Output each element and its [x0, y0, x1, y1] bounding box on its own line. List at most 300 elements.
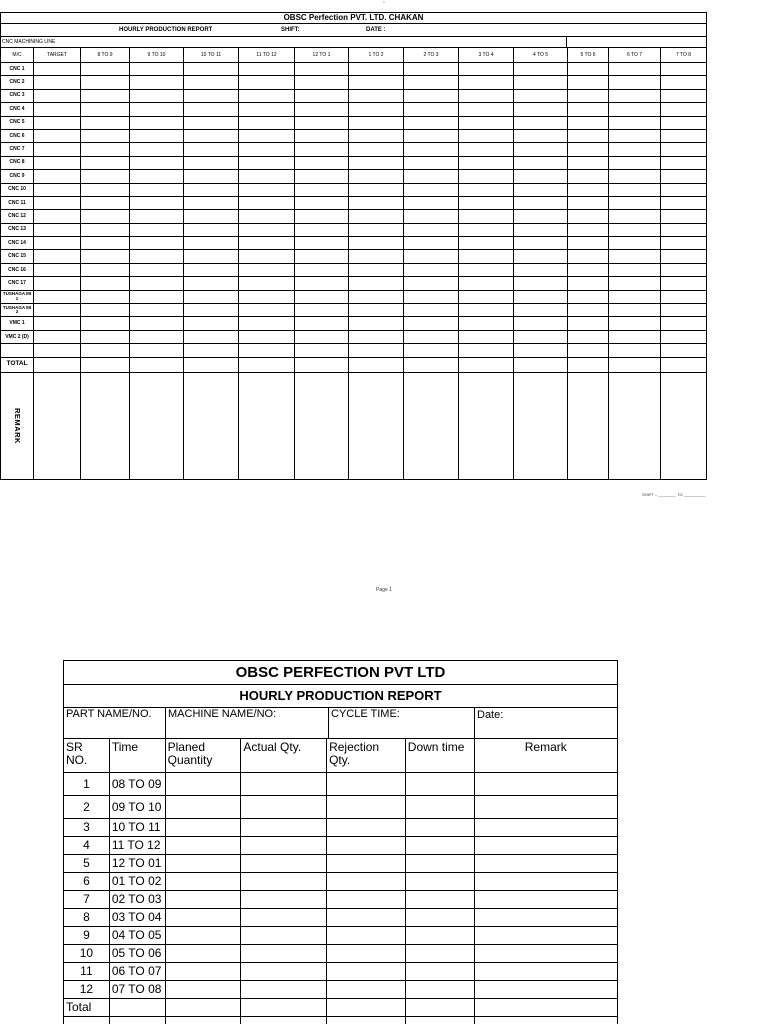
report2-entry-cell[interactable] [406, 945, 475, 962]
report1-entry-cell[interactable] [130, 103, 184, 115]
report1-entry-cell[interactable] [81, 63, 130, 75]
report1-entry-cell[interactable] [568, 197, 609, 209]
report2-entry-cell[interactable] [406, 891, 475, 908]
report1-entry-cell[interactable] [514, 76, 568, 88]
report1-entry-cell[interactable] [459, 291, 514, 303]
report1-entry-cell[interactable] [459, 170, 514, 182]
report1-entry-cell[interactable] [239, 264, 295, 276]
report1-entry-cell[interactable] [661, 76, 706, 88]
report1-entry-cell[interactable] [404, 291, 459, 303]
report1-entry-cell[interactable] [514, 331, 568, 343]
report1-entry-cell[interactable] [568, 304, 609, 316]
report1-entry-cell[interactable] [34, 157, 81, 169]
report1-entry-cell[interactable] [514, 291, 568, 303]
report1-entry-cell[interactable] [239, 277, 295, 289]
report2-entry-cell[interactable] [327, 855, 406, 872]
report1-entry-cell[interactable] [239, 291, 295, 303]
report1-entry-cell[interactable] [34, 184, 81, 196]
report1-entry-cell[interactable] [404, 157, 459, 169]
report1-entry-cell[interactable] [514, 90, 568, 102]
report1-entry-cell[interactable] [239, 143, 295, 155]
report1-entry-cell[interactable] [459, 224, 514, 236]
report1-entry-cell[interactable] [239, 103, 295, 115]
report1-entry-cell[interactable] [184, 317, 239, 329]
report1-entry-cell[interactable] [514, 143, 568, 155]
report1-entry-cell[interactable] [349, 63, 404, 75]
report2-entry-cell[interactable] [406, 819, 475, 836]
report1-entry-cell[interactable] [184, 304, 239, 316]
report1-entry-cell[interactable] [130, 90, 184, 102]
report1-entry-cell[interactable] [295, 103, 349, 115]
report1-entry-cell[interactable] [349, 210, 404, 222]
report1-entry-cell[interactable] [661, 210, 706, 222]
report1-entry-cell[interactable] [609, 250, 661, 262]
report1-entry-cell[interactable] [295, 197, 349, 209]
report1-entry-cell[interactable] [609, 170, 661, 182]
report1-entry-cell[interactable] [404, 76, 459, 88]
report1-entry-cell[interactable] [81, 210, 130, 222]
report1-entry-cell[interactable] [34, 317, 81, 329]
report1-entry-cell[interactable] [514, 117, 568, 129]
report1-entry-cell[interactable] [404, 143, 459, 155]
report1-entry-cell[interactable] [34, 344, 81, 356]
report2-entry-cell[interactable] [241, 891, 327, 908]
report1-entry-cell[interactable] [130, 143, 184, 155]
report2-entry-cell[interactable] [241, 945, 327, 962]
report1-entry-cell[interactable] [239, 184, 295, 196]
report2-entry-cell[interactable] [475, 981, 617, 998]
report1-entry-cell[interactable] [239, 250, 295, 262]
report1-entry-cell[interactable] [239, 90, 295, 102]
report1-entry-cell[interactable] [130, 250, 184, 262]
report1-entry-cell[interactable] [184, 157, 239, 169]
report2-entry-cell[interactable] [166, 837, 242, 854]
report1-entry-cell[interactable] [459, 157, 514, 169]
report1-entry-cell[interactable] [404, 250, 459, 262]
report1-entry-cell[interactable] [568, 63, 609, 75]
report1-entry-cell[interactable] [81, 157, 130, 169]
report1-entry-cell[interactable] [514, 250, 568, 262]
report1-entry-cell[interactable] [295, 170, 349, 182]
report1-entry-cell[interactable] [81, 184, 130, 196]
report1-entry-cell[interactable] [295, 264, 349, 276]
report2-entry-cell[interactable] [327, 873, 406, 890]
report2-entry-cell[interactable] [327, 773, 406, 795]
report2-entry-cell[interactable] [166, 855, 242, 872]
report1-entry-cell[interactable] [404, 344, 459, 356]
report1-entry-cell[interactable] [404, 184, 459, 196]
report1-entry-cell[interactable] [459, 317, 514, 329]
report2-entry-cell[interactable] [166, 796, 242, 818]
report1-entry-cell[interactable] [239, 317, 295, 329]
report2-entry-cell[interactable] [475, 945, 617, 962]
report1-entry-cell[interactable] [349, 76, 404, 88]
report1-entry-cell[interactable] [34, 117, 81, 129]
report1-entry-cell[interactable] [295, 331, 349, 343]
report1-remark-cell[interactable] [661, 373, 706, 479]
report1-entry-cell[interactable] [404, 237, 459, 249]
report1-entry-cell[interactable] [459, 197, 514, 209]
report1-entry-cell[interactable] [568, 103, 609, 115]
report1-entry-cell[interactable] [459, 90, 514, 102]
report1-entry-cell[interactable] [514, 210, 568, 222]
report1-entry-cell[interactable] [404, 90, 459, 102]
report1-entry-cell[interactable] [349, 264, 404, 276]
report1-entry-cell[interactable] [609, 264, 661, 276]
report1-entry-cell[interactable] [661, 304, 706, 316]
report1-entry-cell[interactable] [459, 103, 514, 115]
report1-entry-cell[interactable] [609, 76, 661, 88]
report2-entry-cell[interactable] [241, 981, 327, 998]
report1-entry-cell[interactable] [184, 76, 239, 88]
report2-entry-cell[interactable] [241, 855, 327, 872]
report1-entry-cell[interactable] [661, 103, 706, 115]
report1-entry-cell[interactable] [184, 143, 239, 155]
report1-entry-cell[interactable] [514, 224, 568, 236]
report1-remark-cell[interactable] [34, 373, 81, 479]
report1-entry-cell[interactable] [568, 344, 609, 356]
report2-entry-cell[interactable] [327, 891, 406, 908]
report1-entry-cell[interactable] [568, 76, 609, 88]
report1-entry-cell[interactable] [34, 264, 81, 276]
report1-entry-cell[interactable] [349, 317, 404, 329]
report1-entry-cell[interactable] [130, 210, 184, 222]
report1-entry-cell[interactable] [81, 130, 130, 142]
report1-entry-cell[interactable] [459, 210, 514, 222]
report1-entry-cell[interactable] [459, 331, 514, 343]
report1-entry-cell[interactable] [81, 317, 130, 329]
report1-entry-cell[interactable] [295, 224, 349, 236]
report1-entry-cell[interactable] [81, 224, 130, 236]
report1-entry-cell[interactable] [349, 103, 404, 115]
report1-entry-cell[interactable] [661, 250, 706, 262]
report1-entry-cell[interactable] [609, 291, 661, 303]
report1-entry-cell[interactable] [568, 184, 609, 196]
report1-entry-cell[interactable] [184, 224, 239, 236]
report2-entry-cell[interactable] [166, 981, 242, 998]
report1-entry-cell[interactable] [239, 331, 295, 343]
report2-entry-cell[interactable] [327, 819, 406, 836]
report1-entry-cell[interactable] [609, 90, 661, 102]
report1-entry-cell[interactable] [184, 90, 239, 102]
report2-entry-cell[interactable] [406, 837, 475, 854]
report1-entry-cell[interactable] [568, 277, 609, 289]
report1-entry-cell[interactable] [514, 184, 568, 196]
report1-entry-cell[interactable] [239, 76, 295, 88]
report1-remark-cell[interactable] [514, 373, 568, 479]
report1-entry-cell[interactable] [568, 157, 609, 169]
report1-entry-cell[interactable] [459, 184, 514, 196]
report2-entry-cell[interactable] [327, 796, 406, 818]
report1-entry-cell[interactable] [459, 143, 514, 155]
report2-entry-cell[interactable] [166, 773, 242, 795]
report2-entry-cell[interactable] [166, 927, 242, 944]
report1-entry-cell[interactable] [81, 291, 130, 303]
report1-entry-cell[interactable] [295, 317, 349, 329]
report1-entry-cell[interactable] [184, 210, 239, 222]
report1-entry-cell[interactable] [184, 117, 239, 129]
report1-entry-cell[interactable] [130, 224, 184, 236]
report1-entry-cell[interactable] [130, 291, 184, 303]
report1-entry-cell[interactable] [459, 76, 514, 88]
report1-entry-cell[interactable] [568, 117, 609, 129]
report2-entry-cell[interactable] [241, 927, 327, 944]
report1-remark-cell[interactable] [459, 373, 514, 479]
report2-entry-cell[interactable] [241, 963, 327, 980]
report2-entry-cell[interactable] [241, 873, 327, 890]
report1-entry-cell[interactable] [295, 237, 349, 249]
report1-entry-cell[interactable] [609, 143, 661, 155]
report1-entry-cell[interactable] [349, 277, 404, 289]
report1-entry-cell[interactable] [459, 344, 514, 356]
report1-entry-cell[interactable] [239, 117, 295, 129]
report1-remark-cell[interactable] [81, 373, 130, 479]
report1-entry-cell[interactable] [404, 210, 459, 222]
report2-entry-cell[interactable] [166, 945, 242, 962]
report1-entry-cell[interactable] [349, 304, 404, 316]
report1-entry-cell[interactable] [404, 264, 459, 276]
report1-entry-cell[interactable] [239, 197, 295, 209]
report1-entry-cell[interactable] [609, 277, 661, 289]
report1-entry-cell[interactable] [81, 103, 130, 115]
report1-entry-cell[interactable] [130, 317, 184, 329]
report1-entry-cell[interactable] [295, 130, 349, 142]
report1-entry-cell[interactable] [295, 250, 349, 262]
report1-entry-cell[interactable] [404, 197, 459, 209]
report1-entry-cell[interactable] [459, 63, 514, 75]
report1-entry-cell[interactable] [568, 130, 609, 142]
report1-entry-cell[interactable] [295, 291, 349, 303]
report2-entry-cell[interactable] [406, 855, 475, 872]
report1-entry-cell[interactable] [661, 197, 706, 209]
report1-entry-cell[interactable] [34, 103, 81, 115]
report1-entry-cell[interactable] [404, 170, 459, 182]
report1-entry-cell[interactable] [81, 117, 130, 129]
report1-entry-cell[interactable] [609, 304, 661, 316]
report1-entry-cell[interactable] [295, 143, 349, 155]
report1-entry-cell[interactable] [609, 63, 661, 75]
report1-entry-cell[interactable] [239, 130, 295, 142]
report1-entry-cell[interactable] [568, 331, 609, 343]
report1-entry-cell[interactable] [404, 224, 459, 236]
report1-entry-cell[interactable] [349, 184, 404, 196]
report2-entry-cell[interactable] [327, 945, 406, 962]
report2-entry-cell[interactable] [241, 796, 327, 818]
report1-entry-cell[interactable] [568, 250, 609, 262]
report1-entry-cell[interactable] [349, 130, 404, 142]
report1-entry-cell[interactable] [34, 63, 81, 75]
report1-entry-cell[interactable] [514, 63, 568, 75]
report1-entry-cell[interactable] [81, 143, 130, 155]
report1-entry-cell[interactable] [404, 117, 459, 129]
report1-remark-cell[interactable] [609, 373, 661, 479]
report1-entry-cell[interactable] [349, 157, 404, 169]
report1-entry-cell[interactable] [514, 277, 568, 289]
report1-entry-cell[interactable] [568, 264, 609, 276]
report1-entry-cell[interactable] [184, 103, 239, 115]
report2-entry-cell[interactable] [327, 909, 406, 926]
report1-entry-cell[interactable] [661, 157, 706, 169]
report1-entry-cell[interactable] [295, 344, 349, 356]
report1-entry-cell[interactable] [404, 103, 459, 115]
report1-entry-cell[interactable] [349, 331, 404, 343]
report1-entry-cell[interactable] [34, 304, 81, 316]
report1-entry-cell[interactable] [34, 90, 81, 102]
report2-entry-cell[interactable] [406, 796, 475, 818]
report1-entry-cell[interactable] [661, 331, 706, 343]
report1-entry-cell[interactable] [130, 197, 184, 209]
report1-entry-cell[interactable] [239, 344, 295, 356]
report1-entry-cell[interactable] [661, 237, 706, 249]
report1-entry-cell[interactable] [34, 170, 81, 182]
report1-entry-cell[interactable] [81, 90, 130, 102]
report1-entry-cell[interactable] [184, 291, 239, 303]
report1-entry-cell[interactable] [568, 224, 609, 236]
report1-entry-cell[interactable] [459, 250, 514, 262]
report1-entry-cell[interactable] [661, 63, 706, 75]
report1-entry-cell[interactable] [609, 184, 661, 196]
report1-entry-cell[interactable] [661, 143, 706, 155]
report1-entry-cell[interactable] [609, 317, 661, 329]
report2-entry-cell[interactable] [475, 819, 617, 836]
report1-entry-cell[interactable] [81, 264, 130, 276]
report2-entry-cell[interactable] [166, 963, 242, 980]
report2-entry-cell[interactable] [166, 873, 242, 890]
report1-entry-cell[interactable] [34, 331, 81, 343]
report1-entry-cell[interactable] [404, 304, 459, 316]
report1-entry-cell[interactable] [184, 237, 239, 249]
report1-entry-cell[interactable] [459, 117, 514, 129]
report2-entry-cell[interactable] [475, 891, 617, 908]
report1-entry-cell[interactable] [295, 184, 349, 196]
report1-entry-cell[interactable] [239, 157, 295, 169]
report1-entry-cell[interactable] [661, 170, 706, 182]
report1-entry-cell[interactable] [295, 90, 349, 102]
report2-entry-cell[interactable] [475, 773, 617, 795]
report1-entry-cell[interactable] [661, 117, 706, 129]
report1-entry-cell[interactable] [568, 143, 609, 155]
report1-entry-cell[interactable] [661, 277, 706, 289]
report1-entry-cell[interactable] [130, 264, 184, 276]
report2-entry-cell[interactable] [475, 873, 617, 890]
report1-entry-cell[interactable] [130, 304, 184, 316]
report1-entry-cell[interactable] [514, 130, 568, 142]
report2-entry-cell[interactable] [166, 891, 242, 908]
report1-remark-cell[interactable] [184, 373, 239, 479]
report1-entry-cell[interactable] [568, 237, 609, 249]
report1-entry-cell[interactable] [34, 250, 81, 262]
report1-entry-cell[interactable] [514, 304, 568, 316]
report1-entry-cell[interactable] [184, 184, 239, 196]
report1-entry-cell[interactable] [130, 63, 184, 75]
report1-remark-cell[interactable] [295, 373, 349, 479]
report1-entry-cell[interactable] [609, 157, 661, 169]
report1-entry-cell[interactable] [34, 237, 81, 249]
report2-entry-cell[interactable] [475, 927, 617, 944]
report1-remark-cell[interactable] [239, 373, 295, 479]
report1-entry-cell[interactable] [661, 264, 706, 276]
report1-entry-cell[interactable] [404, 317, 459, 329]
report1-entry-cell[interactable] [609, 344, 661, 356]
report2-entry-cell[interactable] [327, 981, 406, 998]
report1-entry-cell[interactable] [661, 130, 706, 142]
report2-entry-cell[interactable] [406, 981, 475, 998]
report1-entry-cell[interactable] [295, 277, 349, 289]
report1-entry-cell[interactable] [130, 117, 184, 129]
report1-entry-cell[interactable] [349, 237, 404, 249]
report1-entry-cell[interactable] [81, 344, 130, 356]
report1-entry-cell[interactable] [239, 170, 295, 182]
report2-entry-cell[interactable] [406, 963, 475, 980]
report1-entry-cell[interactable] [295, 76, 349, 88]
report1-entry-cell[interactable] [609, 130, 661, 142]
report1-entry-cell[interactable] [295, 63, 349, 75]
report2-entry-cell[interactable] [406, 909, 475, 926]
report1-entry-cell[interactable] [349, 117, 404, 129]
report2-entry-cell[interactable] [166, 909, 242, 926]
report1-entry-cell[interactable] [514, 237, 568, 249]
report1-entry-cell[interactable] [661, 344, 706, 356]
report1-entry-cell[interactable] [661, 291, 706, 303]
report1-entry-cell[interactable] [239, 304, 295, 316]
report1-entry-cell[interactable] [568, 170, 609, 182]
report1-entry-cell[interactable] [295, 210, 349, 222]
report1-entry-cell[interactable] [514, 344, 568, 356]
report1-remark-cell[interactable] [568, 373, 609, 479]
report1-entry-cell[interactable] [184, 277, 239, 289]
report1-entry-cell[interactable] [459, 264, 514, 276]
report1-entry-cell[interactable] [184, 197, 239, 209]
report1-entry-cell[interactable] [609, 103, 661, 115]
report1-entry-cell[interactable] [184, 264, 239, 276]
report1-entry-cell[interactable] [184, 63, 239, 75]
report1-entry-cell[interactable] [130, 344, 184, 356]
report1-entry-cell[interactable] [34, 277, 81, 289]
report1-entry-cell[interactable] [81, 331, 130, 343]
report2-entry-cell[interactable] [241, 909, 327, 926]
report2-entry-cell[interactable] [406, 927, 475, 944]
report1-remark-cell[interactable] [349, 373, 404, 479]
report2-entry-cell[interactable] [475, 963, 617, 980]
report2-entry-cell[interactable] [475, 909, 617, 926]
report1-entry-cell[interactable] [130, 130, 184, 142]
report1-entry-cell[interactable] [514, 264, 568, 276]
report1-entry-cell[interactable] [239, 237, 295, 249]
report2-entry-cell[interactable] [327, 927, 406, 944]
report1-entry-cell[interactable] [568, 291, 609, 303]
report1-entry-cell[interactable] [34, 197, 81, 209]
report1-entry-cell[interactable] [404, 130, 459, 142]
report1-entry-cell[interactable] [568, 210, 609, 222]
report1-entry-cell[interactable] [661, 317, 706, 329]
report2-entry-cell[interactable] [241, 773, 327, 795]
report1-entry-cell[interactable] [404, 63, 459, 75]
report1-entry-cell[interactable] [81, 304, 130, 316]
report1-entry-cell[interactable] [514, 170, 568, 182]
report2-entry-cell[interactable] [475, 796, 617, 818]
report1-entry-cell[interactable] [81, 250, 130, 262]
report2-entry-cell[interactable] [475, 855, 617, 872]
report1-remark-cell[interactable] [404, 373, 459, 479]
report1-entry-cell[interactable] [130, 237, 184, 249]
report1-entry-cell[interactable] [459, 304, 514, 316]
report1-entry-cell[interactable] [661, 90, 706, 102]
report1-entry-cell[interactable] [349, 143, 404, 155]
report1-entry-cell[interactable] [81, 197, 130, 209]
report1-entry-cell[interactable] [609, 237, 661, 249]
report2-entry-cell[interactable] [241, 819, 327, 836]
report1-entry-cell[interactable] [34, 210, 81, 222]
